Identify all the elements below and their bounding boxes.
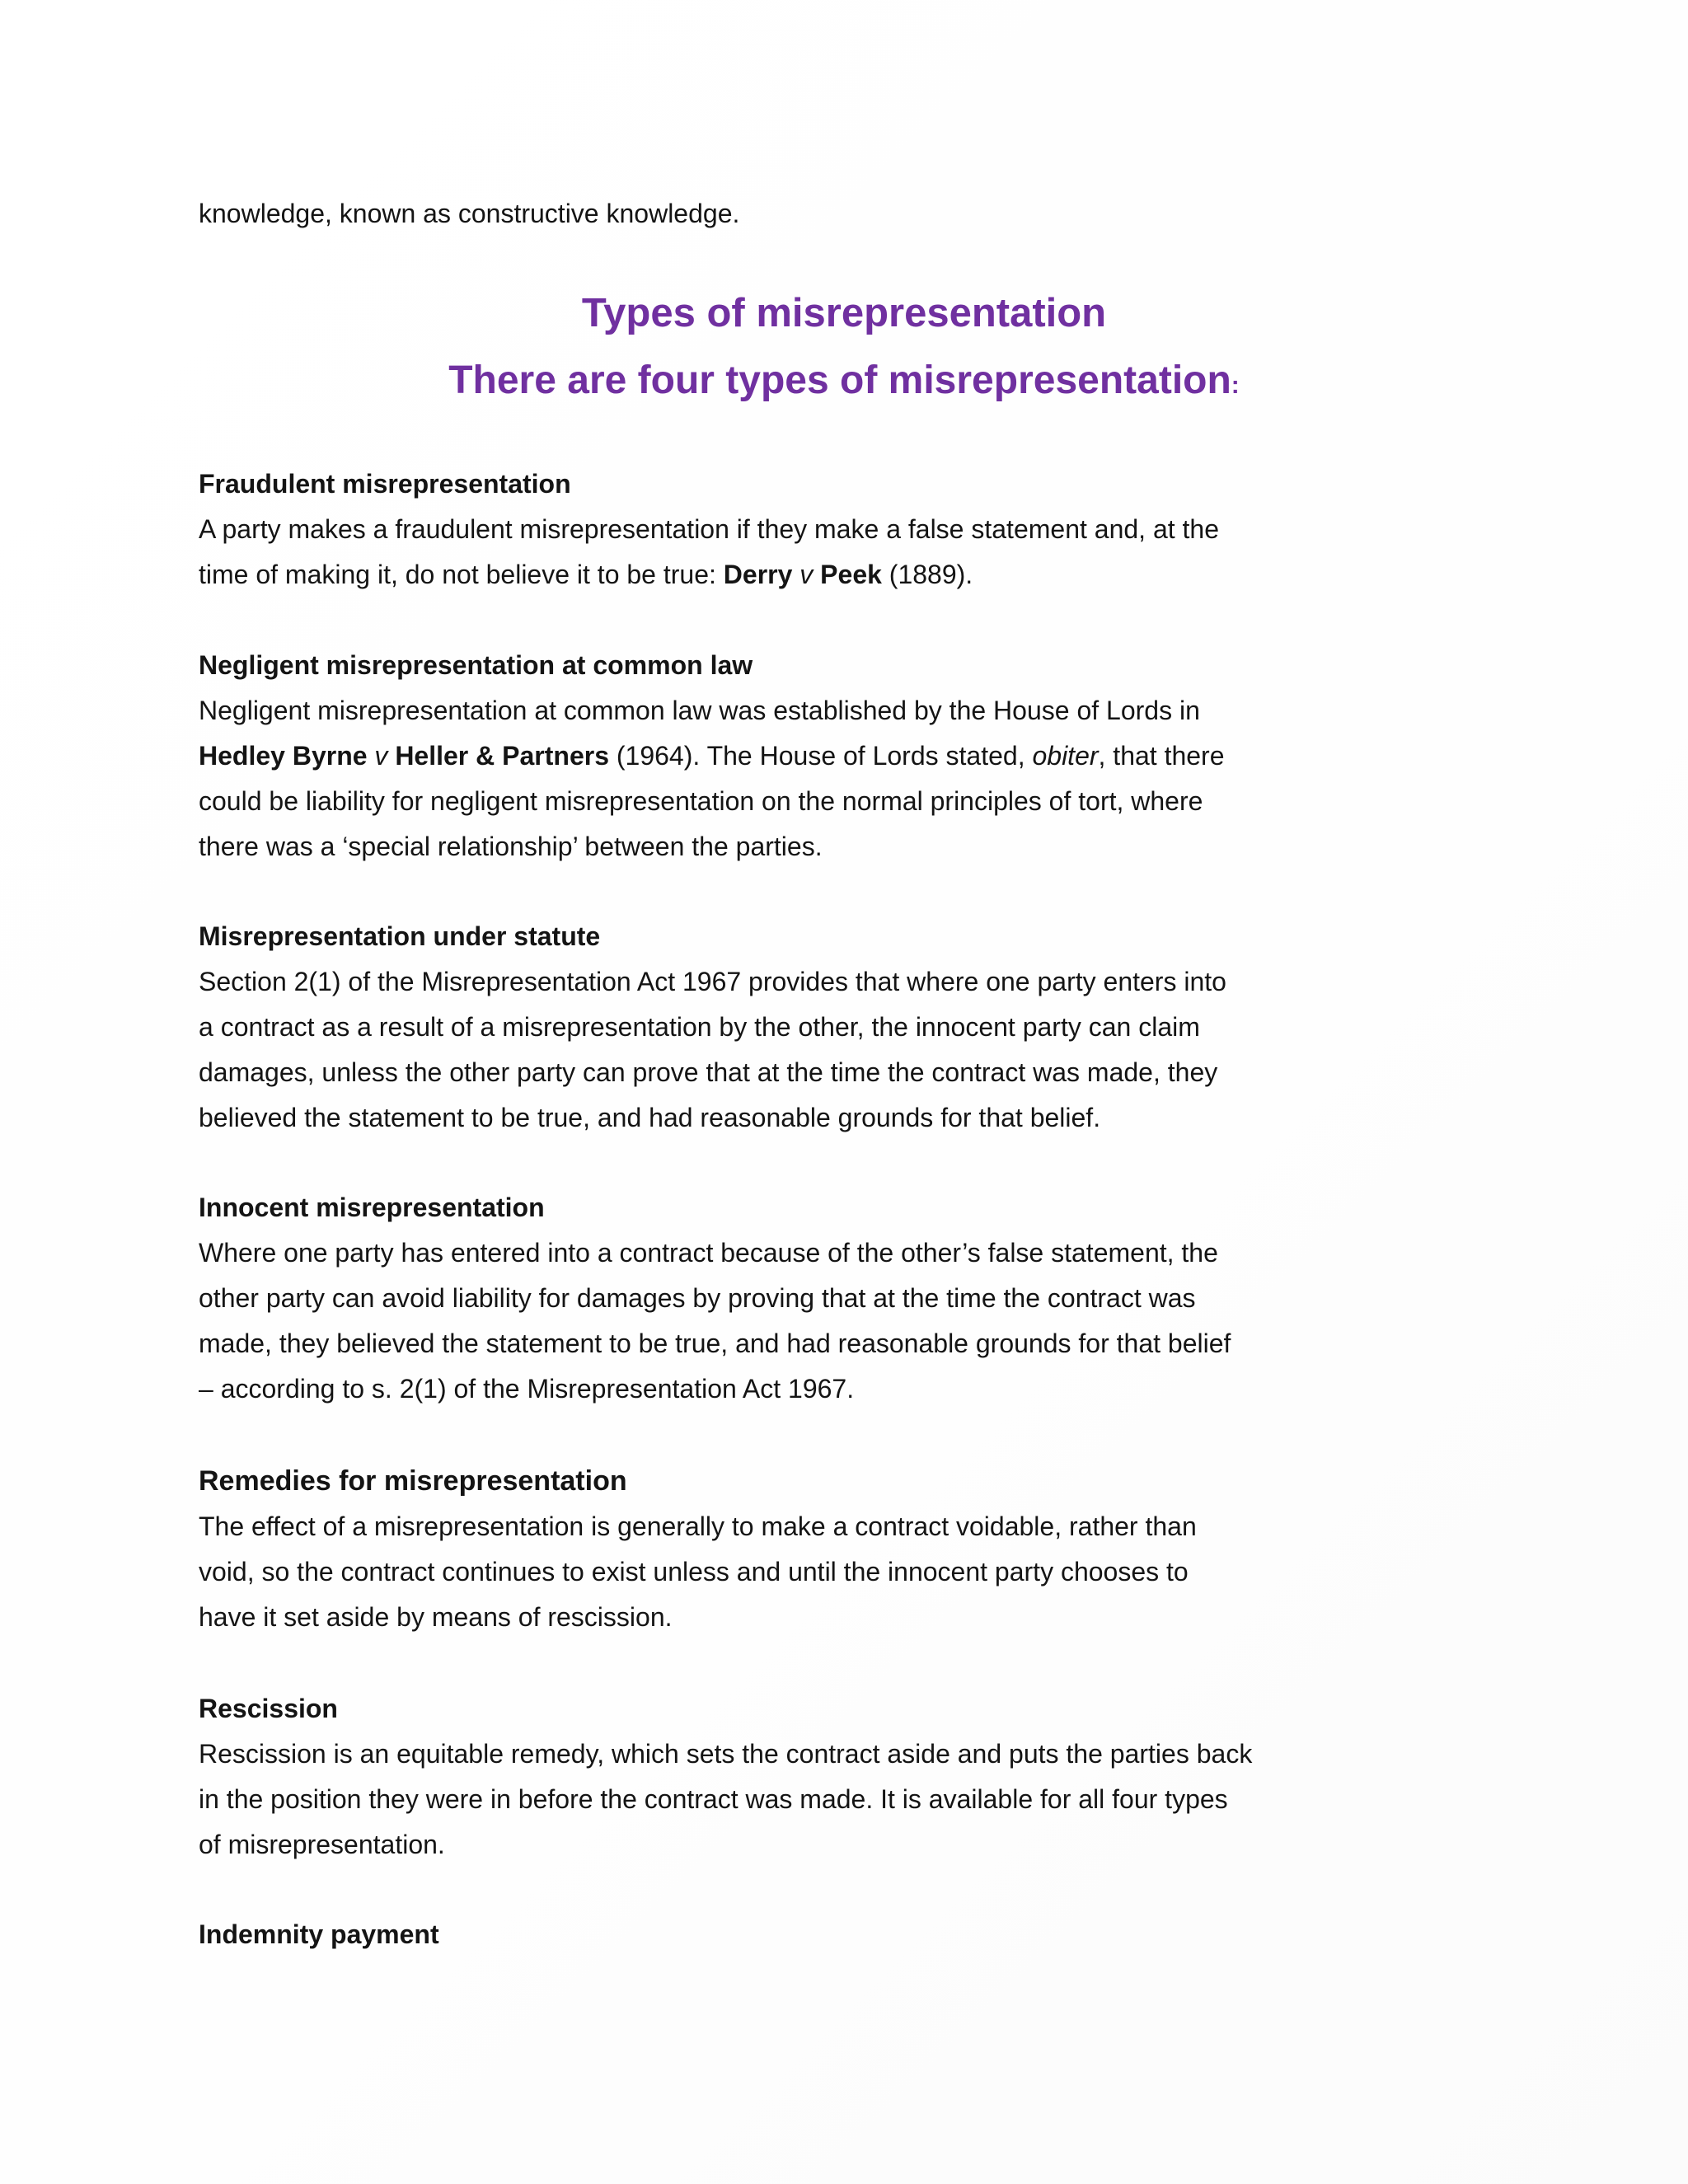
body-line: Rescission is an equitable remedy, which sets the contract aside and puts the parties back xyxy=(199,1739,1253,1769)
case-name: Hedley Byrne xyxy=(199,741,368,771)
body-line: The effect of a misrepresentation is generally to make a contract voidable, rather than xyxy=(199,1511,1197,1541)
versus-italic: v xyxy=(799,560,814,589)
body-line: in the position they were in before the contract was made. It is available for all four types xyxy=(199,1784,1228,1814)
subtitle-text: There are four types of misrepresentation xyxy=(448,359,1231,402)
section-heading: Indemnity payment xyxy=(199,1919,439,1949)
section-heading: Remedies for misrepresentation xyxy=(199,1465,627,1497)
section-heading: Negligent misrepresentation at common law xyxy=(199,650,753,680)
section-fraudulent xyxy=(199,462,1219,598)
body-line: could be liability for negligent misrepresentation on the normal principles of tort, where xyxy=(199,786,1203,816)
body-line: there was a ‘special relationship’ between the parties. xyxy=(199,832,823,861)
body-line: of misrepresentation. xyxy=(199,1830,445,1859)
line-text: time of making it, do not believe it to be true: xyxy=(199,560,724,589)
versus-italic: v xyxy=(374,741,388,771)
body-line: Where one party has entered into a contract because of the other’s false statement, the xyxy=(199,1238,1218,1268)
body-line: Negligent misrepresentation at common law was established by the House of Lords in xyxy=(199,696,1200,725)
section-heading: Rescission xyxy=(199,1694,338,1723)
section-indemnity xyxy=(199,1912,439,1957)
italic-term: obiter xyxy=(1032,741,1099,771)
body-line: believed the statement to be true, and had reasonable grounds for that belief. xyxy=(199,1103,1101,1132)
line-text: , that there xyxy=(1098,741,1225,771)
body-line xyxy=(199,552,1219,598)
body-line xyxy=(199,733,1225,779)
subtitle-colon: : xyxy=(1231,372,1240,399)
case-name: Peek xyxy=(820,560,882,589)
case-name: Heller & Partners xyxy=(395,741,609,771)
line-text: (1964). The House of Lords stated, xyxy=(608,741,1033,771)
body-line: made, they believed the statement to be true, and had reasonable grounds for that belief xyxy=(199,1329,1231,1358)
body-line: Section 2(1) of the Misrepresentation Act 1967 provides that where one party enters into xyxy=(199,967,1226,996)
body-line: A party makes a fraudulent misrepresentation if they make a false statement and, at the xyxy=(199,514,1219,544)
page-subtitle xyxy=(0,356,1688,410)
page-title: Types of misrepresentation xyxy=(581,291,1107,335)
intro-line: knowledge, known as constructive knowledge. xyxy=(199,199,740,228)
section-innocent xyxy=(199,1185,1231,1412)
body-line: have it set aside by means of rescission. xyxy=(199,1602,673,1632)
case-name: Derry xyxy=(723,560,793,589)
line-text: (1889). xyxy=(881,560,973,589)
section-rescission xyxy=(199,1686,1252,1868)
section-heading: Innocent misrepresentation xyxy=(199,1193,545,1222)
body-line: void, so the contract continues to exist unless and until the innocent party chooses to xyxy=(199,1557,1189,1586)
section-heading: Fraudulent misrepresentation xyxy=(199,469,571,499)
body-line: – according to s. 2(1) of the Misrepresentation Act 1967. xyxy=(199,1374,855,1404)
body-line: damages, unless the other party can prove that at the time the contract was made, they xyxy=(199,1057,1218,1087)
section-heading: Misrepresentation under statute xyxy=(199,921,601,951)
body-line: a contract as a result of a misrepresentation by the other, the innocent party can claim xyxy=(199,1012,1200,1042)
section-negligent xyxy=(199,643,1225,869)
body-line: other party can avoid liability for damages by proving that at the time the contract was xyxy=(199,1283,1196,1313)
section-remedies xyxy=(199,1459,1197,1640)
section-statute xyxy=(199,914,1226,1141)
